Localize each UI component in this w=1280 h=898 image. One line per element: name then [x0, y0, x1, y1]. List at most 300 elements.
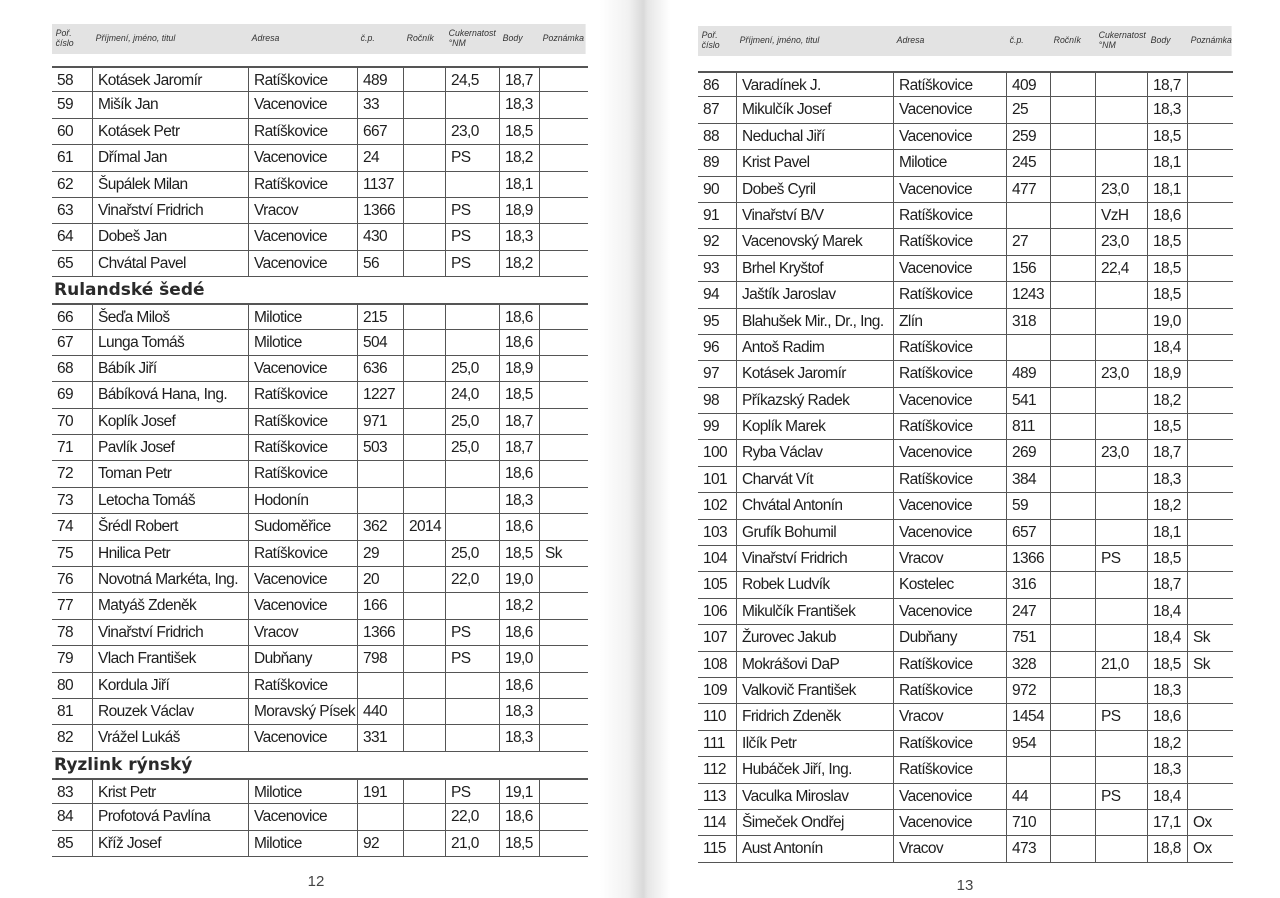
cell-address: Ratíškovice — [248, 435, 357, 460]
cell-vintage — [403, 593, 445, 618]
cell-points: 19,0 — [1147, 309, 1187, 334]
cell-address: Moravský Písek — [248, 699, 357, 724]
cell-points: 18,4 — [1147, 784, 1187, 809]
cell-house-number: 1366 — [357, 198, 403, 223]
cell-sugar: 25,0 — [445, 409, 499, 434]
results-table-left — [52, 66, 588, 857]
cell-number: 84 — [57, 808, 74, 826]
cell-number: 81 — [57, 702, 74, 720]
cell-sugar: PS — [445, 646, 499, 671]
cell-number: 104 — [703, 550, 728, 568]
cell-number: 109 — [703, 681, 728, 699]
cell-points: 18,5 — [499, 119, 539, 144]
cell-sugar: PS — [445, 620, 499, 645]
table-row — [698, 572, 1233, 598]
cell-address: Vracov — [248, 620, 357, 645]
cell-name: Letocha Tomáš — [92, 488, 248, 513]
header-cukernatost: Cukernatost °NM — [448, 28, 496, 49]
cell-note — [539, 488, 588, 513]
cell-address: Ratíškovice — [893, 203, 1006, 228]
header-adresa: Adresa — [251, 33, 280, 45]
cell-number: 59 — [57, 96, 74, 114]
table-row — [52, 198, 588, 224]
table-row — [698, 309, 1233, 335]
cell-points: 18,5 — [1147, 256, 1187, 281]
cell-number: 93 — [703, 259, 720, 277]
cell-note — [539, 699, 588, 724]
cell-vintage — [1050, 177, 1095, 202]
cell-points: 18,3 — [1147, 97, 1187, 122]
table-row — [698, 757, 1233, 783]
cell-house-number — [357, 461, 403, 486]
cell-name: Profotová Pavlína — [92, 804, 248, 829]
cell-address: Hodonín — [248, 488, 357, 513]
cell-vintage — [1050, 678, 1095, 703]
cell-address: Milotice — [248, 831, 357, 856]
cell-name: Kordula Jiří — [92, 673, 248, 698]
cell-note — [1187, 361, 1233, 386]
cell-address: Dubňany — [893, 625, 1006, 650]
cell-address: Vacenovice — [248, 593, 357, 618]
cell-number: 113 — [703, 787, 726, 805]
cell-number: 97 — [703, 365, 720, 383]
cell-number: 114 — [703, 813, 726, 831]
cell-number: 58 — [57, 72, 74, 89]
cell-sugar — [445, 699, 499, 724]
cell-points: 18,5 — [499, 382, 539, 407]
cell-number: 76 — [57, 571, 74, 589]
cell-note — [1187, 256, 1233, 281]
cell-sugar — [1095, 335, 1147, 360]
cell-points: 18,3 — [1147, 467, 1187, 492]
cell-vintage — [403, 119, 445, 144]
cell-house-number: 44 — [1006, 784, 1050, 809]
cell-vintage — [1050, 652, 1095, 677]
cell-number: 92 — [703, 233, 720, 251]
cell-sugar — [1095, 493, 1147, 518]
cell-sugar — [1095, 282, 1147, 307]
table-row — [52, 172, 588, 198]
cell-address: Vracov — [893, 704, 1006, 729]
cell-number: 87 — [703, 101, 720, 119]
table-row — [52, 251, 588, 277]
cell-address: Ratíškovice — [248, 68, 357, 91]
cell-points: 18,3 — [499, 224, 539, 249]
cell-name: Novotná Markéta, Ing. — [92, 567, 248, 592]
cell-house-number: 331 — [357, 725, 403, 750]
cell-points: 18,7 — [499, 68, 539, 91]
cell-note — [1187, 309, 1233, 334]
cell-address: Ratíškovice — [893, 335, 1006, 360]
cell-house-number: 541 — [1006, 388, 1050, 413]
cell-house-number: 473 — [1006, 836, 1050, 861]
cell-house-number: 489 — [1006, 361, 1050, 386]
cell-name: Mišík Jan — [92, 92, 248, 117]
cell-house-number — [357, 673, 403, 698]
cell-number: 75 — [57, 544, 74, 562]
cell-note — [1187, 784, 1233, 809]
cell-number: 101 — [703, 470, 728, 488]
cell-sugar — [1095, 836, 1147, 861]
cell-address: Ratíškovice — [893, 414, 1006, 439]
table-row — [52, 330, 588, 356]
cell-sugar: PS — [445, 224, 499, 249]
cell-sugar: 23,0 — [1095, 177, 1147, 202]
section-heading: Rulandské šedé — [54, 280, 205, 301]
table-row — [698, 361, 1233, 387]
cell-note — [539, 831, 588, 856]
cell-address: Ratíškovice — [893, 229, 1006, 254]
cell-house-number: 29 — [357, 541, 403, 566]
cell-sugar: PS — [445, 780, 499, 803]
cell-number: 65 — [57, 254, 74, 272]
table-row — [698, 229, 1233, 255]
cell-house-number: 318 — [1006, 309, 1050, 334]
cell-note — [1187, 599, 1233, 624]
cell-points: 18,5 — [1147, 124, 1187, 149]
header-por-cislo: Poř. číslo — [701, 30, 720, 51]
cell-points: 18,6 — [499, 330, 539, 355]
cell-note — [1187, 203, 1233, 228]
cell-note — [1187, 177, 1233, 202]
cell-vintage — [1050, 810, 1095, 835]
cell-points: 18,5 — [1147, 546, 1187, 571]
cell-name: Vinařství Fridrich — [736, 546, 893, 571]
cell-number: 71 — [57, 439, 74, 457]
cell-house-number: 59 — [1006, 493, 1050, 518]
cell-vintage — [1050, 388, 1095, 413]
cell-number: 64 — [57, 228, 74, 246]
cell-house-number: 269 — [1006, 440, 1050, 465]
cell-number: 107 — [703, 629, 728, 647]
cell-vintage — [1050, 731, 1095, 756]
cell-number: 99 — [703, 418, 720, 436]
cell-vintage — [403, 224, 445, 249]
cell-address: Dubňany — [248, 646, 357, 671]
cell-sugar — [1095, 599, 1147, 624]
cell-address: Ratíškovice — [893, 731, 1006, 756]
cell-points: 18,9 — [499, 356, 539, 381]
cell-note — [1187, 731, 1233, 756]
cell-address: Vacenovice — [893, 124, 1006, 149]
cell-vintage — [1050, 572, 1095, 597]
cell-name: Brhel Kryštof — [736, 256, 893, 281]
table-row — [52, 567, 588, 593]
cell-number: 111 — [703, 734, 725, 752]
cell-note — [539, 673, 588, 698]
cell-sugar — [1095, 309, 1147, 334]
cell-house-number: 384 — [1006, 467, 1050, 492]
table-row — [698, 704, 1233, 730]
cell-points: 18,3 — [499, 725, 539, 750]
table-row — [698, 731, 1233, 757]
cell-address: Kostelec — [893, 572, 1006, 597]
table-row — [698, 335, 1233, 361]
cell-note: Sk — [1187, 652, 1233, 677]
table-row — [698, 810, 1233, 836]
cell-name: Šrédl Robert — [92, 514, 248, 539]
table-row — [52, 224, 588, 250]
table-row — [52, 409, 588, 435]
cell-sugar — [445, 461, 499, 486]
cell-name: Chvátal Antonín — [736, 493, 893, 518]
cell-house-number: 191 — [357, 780, 403, 803]
cell-vintage — [1050, 309, 1095, 334]
cell-points: 18,9 — [1147, 361, 1187, 386]
cell-name: Grufík Bohumil — [736, 520, 893, 545]
cell-vintage — [1050, 599, 1095, 624]
cell-vintage — [403, 198, 445, 223]
table-row — [698, 599, 1233, 625]
table-header — [52, 24, 586, 54]
cell-house-number — [1006, 203, 1050, 228]
cell-points: 18,2 — [499, 145, 539, 170]
cell-sugar: 22,0 — [445, 804, 499, 829]
cell-address: Ratíškovice — [893, 73, 1006, 96]
cell-note — [539, 725, 588, 750]
cell-number: 88 — [703, 127, 720, 145]
cell-address: Ratíškovice — [893, 467, 1006, 492]
header-cp: č.p. — [360, 33, 375, 45]
cell-vintage — [403, 172, 445, 197]
cell-address: Vacenovice — [893, 388, 1006, 413]
cell-sugar: 23,0 — [1095, 229, 1147, 254]
table-row — [698, 625, 1233, 651]
cell-note — [1187, 440, 1233, 465]
cell-points: 18,3 — [499, 488, 539, 513]
cell-address: Vracov — [893, 546, 1006, 571]
cell-points: 18,3 — [499, 92, 539, 117]
cell-note — [539, 435, 588, 460]
cell-name: Kotásek Jaromír — [736, 361, 893, 386]
cell-name: Vlach František — [92, 646, 248, 671]
cell-points: 18,6 — [1147, 704, 1187, 729]
cell-house-number: 1366 — [1006, 546, 1050, 571]
cell-sugar: 21,0 — [445, 831, 499, 856]
cell-name: Antoš Radim — [736, 335, 893, 360]
cell-note — [1187, 97, 1233, 122]
cell-points: 18,7 — [1147, 73, 1187, 96]
cell-address: Vacenovice — [248, 145, 357, 170]
header-cp: č.p. — [1009, 35, 1024, 47]
cell-name: Chvátal Pavel — [92, 251, 248, 276]
cell-points: 18,4 — [1147, 335, 1187, 360]
cell-note — [1187, 704, 1233, 729]
cell-house-number — [1006, 335, 1050, 360]
cell-sugar — [1095, 467, 1147, 492]
cell-note — [1187, 282, 1233, 307]
cell-name: Charvát Vít — [736, 467, 893, 492]
cell-number: 100 — [703, 444, 728, 462]
cell-address: Vacenovice — [248, 725, 357, 750]
cell-number: 102 — [703, 497, 728, 515]
cell-vintage — [1050, 836, 1095, 861]
cell-vintage — [403, 409, 445, 434]
table-row — [52, 303, 588, 329]
cell-vintage — [403, 92, 445, 117]
cell-note — [1187, 414, 1233, 439]
cell-address: Ratíškovice — [248, 461, 357, 486]
cell-vintage — [1050, 625, 1095, 650]
table-row — [52, 356, 588, 382]
cell-points: 18,1 — [1147, 150, 1187, 175]
table-row — [698, 440, 1233, 466]
cell-sugar — [1095, 124, 1147, 149]
cell-points: 18,5 — [1147, 414, 1187, 439]
cell-sugar — [1095, 520, 1147, 545]
cell-note — [539, 780, 588, 803]
cell-name: Valkovič František — [736, 678, 893, 703]
cell-house-number: 503 — [357, 435, 403, 460]
cell-name: Fridrich Zdeněk — [736, 704, 893, 729]
cell-house-number: 156 — [1006, 256, 1050, 281]
cell-name: Krist Pavel — [736, 150, 893, 175]
cell-house-number: 972 — [1006, 678, 1050, 703]
cell-note — [539, 409, 588, 434]
cell-sugar — [1095, 150, 1147, 175]
cell-vintage — [1050, 493, 1095, 518]
cell-vintage — [403, 435, 445, 460]
cell-note: Ox — [1187, 836, 1233, 861]
cell-points: 18,2 — [499, 593, 539, 618]
cell-vintage — [403, 382, 445, 407]
cell-name: Neduchal Jiří — [736, 124, 893, 149]
cell-number: 82 — [57, 729, 74, 747]
cell-note — [539, 620, 588, 645]
cell-points: 18,6 — [499, 673, 539, 698]
cell-house-number: 215 — [357, 305, 403, 328]
cell-address: Vacenovice — [893, 493, 1006, 518]
cell-sugar — [445, 330, 499, 355]
cell-vintage — [403, 673, 445, 698]
cell-house-number: 1243 — [1006, 282, 1050, 307]
cell-number: 69 — [57, 386, 74, 404]
cell-note — [539, 593, 588, 618]
cell-number: 105 — [703, 576, 728, 594]
cell-number: 60 — [57, 122, 74, 140]
cell-name: Příkazský Radek — [736, 388, 893, 413]
cell-sugar: PS — [1095, 704, 1147, 729]
cell-note — [1187, 493, 1233, 518]
cell-name: Mikulčík Josef — [736, 97, 893, 122]
table-row — [52, 145, 588, 171]
cell-vintage — [1050, 440, 1095, 465]
cell-number: 68 — [57, 359, 74, 377]
cell-points: 18,4 — [1147, 599, 1187, 624]
cell-address: Ratíškovice — [248, 409, 357, 434]
cell-vintage — [1050, 150, 1095, 175]
cell-number: 67 — [57, 333, 74, 351]
cell-house-number: 316 — [1006, 572, 1050, 597]
cell-points: 18,6 — [499, 620, 539, 645]
header-poznamka: Poznámka — [1190, 35, 1232, 47]
cell-sugar — [1095, 757, 1147, 782]
cell-name: Blahušek Mir., Dr., Ing. — [736, 309, 893, 334]
cell-house-number: 430 — [357, 224, 403, 249]
cell-name: Šimeček Ondřej — [736, 810, 893, 835]
cell-house-number: 1137 — [357, 172, 403, 197]
cell-vintage — [403, 620, 445, 645]
cell-number: 63 — [57, 201, 74, 219]
cell-house-number: 954 — [1006, 731, 1050, 756]
cell-sugar: 24,5 — [445, 68, 499, 91]
header-adresa: Adresa — [896, 35, 925, 47]
cell-sugar — [445, 305, 499, 328]
cell-number: 108 — [703, 655, 728, 673]
cell-number: 78 — [57, 623, 74, 641]
cell-vintage — [1050, 73, 1095, 96]
cell-house-number: 92 — [357, 831, 403, 856]
cell-house-number: 259 — [1006, 124, 1050, 149]
cell-note — [1187, 388, 1233, 413]
cell-sugar — [445, 593, 499, 618]
cell-sugar — [1095, 572, 1147, 597]
cell-note — [539, 356, 588, 381]
cell-note: Sk — [539, 541, 588, 566]
cell-address: Milotice — [893, 150, 1006, 175]
cell-vintage — [1050, 229, 1095, 254]
cell-number: 73 — [57, 491, 74, 509]
header-cukernatost: Cukernatost °NM — [1098, 30, 1146, 51]
cell-note — [1187, 73, 1233, 96]
cell-address: Ratíškovice — [248, 673, 357, 698]
cell-house-number: 1454 — [1006, 704, 1050, 729]
table-row — [698, 546, 1233, 572]
cell-note — [539, 251, 588, 276]
cell-vintage — [403, 145, 445, 170]
cell-name: Rouzek Václav — [92, 699, 248, 724]
table-row — [698, 177, 1233, 203]
cell-note — [539, 804, 588, 829]
cell-vintage — [1050, 704, 1095, 729]
cell-address: Ratíškovice — [248, 382, 357, 407]
cell-number: 115 — [703, 840, 726, 858]
cell-house-number: 362 — [357, 514, 403, 539]
cell-name: Dřímal Jan — [92, 145, 248, 170]
cell-vintage — [403, 780, 445, 803]
cell-name: Bábíková Hana, Ing. — [92, 382, 248, 407]
cell-sugar: 23,0 — [445, 119, 499, 144]
cell-vintage — [1050, 335, 1095, 360]
cell-name: Bábík Jiří — [92, 356, 248, 381]
cell-address: Vacenovice — [893, 784, 1006, 809]
cell-house-number: 1227 — [357, 382, 403, 407]
cell-vintage — [403, 305, 445, 328]
cell-points: 18,2 — [1147, 388, 1187, 413]
cell-vintage — [1050, 467, 1095, 492]
cell-points: 18,3 — [1147, 757, 1187, 782]
table-row — [52, 92, 588, 118]
cell-name: Aust Antonín — [736, 836, 893, 861]
cell-house-number: 504 — [357, 330, 403, 355]
cell-sugar: 21,0 — [1095, 652, 1147, 677]
cell-number: 112 — [703, 761, 726, 779]
cell-vintage — [1050, 361, 1095, 386]
table-row — [52, 725, 588, 751]
cell-address: Ratíškovice — [893, 678, 1006, 703]
cell-number: 98 — [703, 391, 720, 409]
header-jmeno: Příjmení, jméno, titul — [739, 35, 820, 47]
cell-sugar: 24,0 — [445, 382, 499, 407]
section-heading: Ryzlink rýnský — [54, 754, 193, 775]
cell-address: Vacenovice — [893, 440, 1006, 465]
cell-name: Vinařství B/V — [736, 203, 893, 228]
cell-sugar: 25,0 — [445, 356, 499, 381]
cell-note — [1187, 124, 1233, 149]
cell-note — [1187, 467, 1233, 492]
table-row — [52, 699, 588, 725]
header-rocnik: Ročník — [1053, 35, 1081, 47]
